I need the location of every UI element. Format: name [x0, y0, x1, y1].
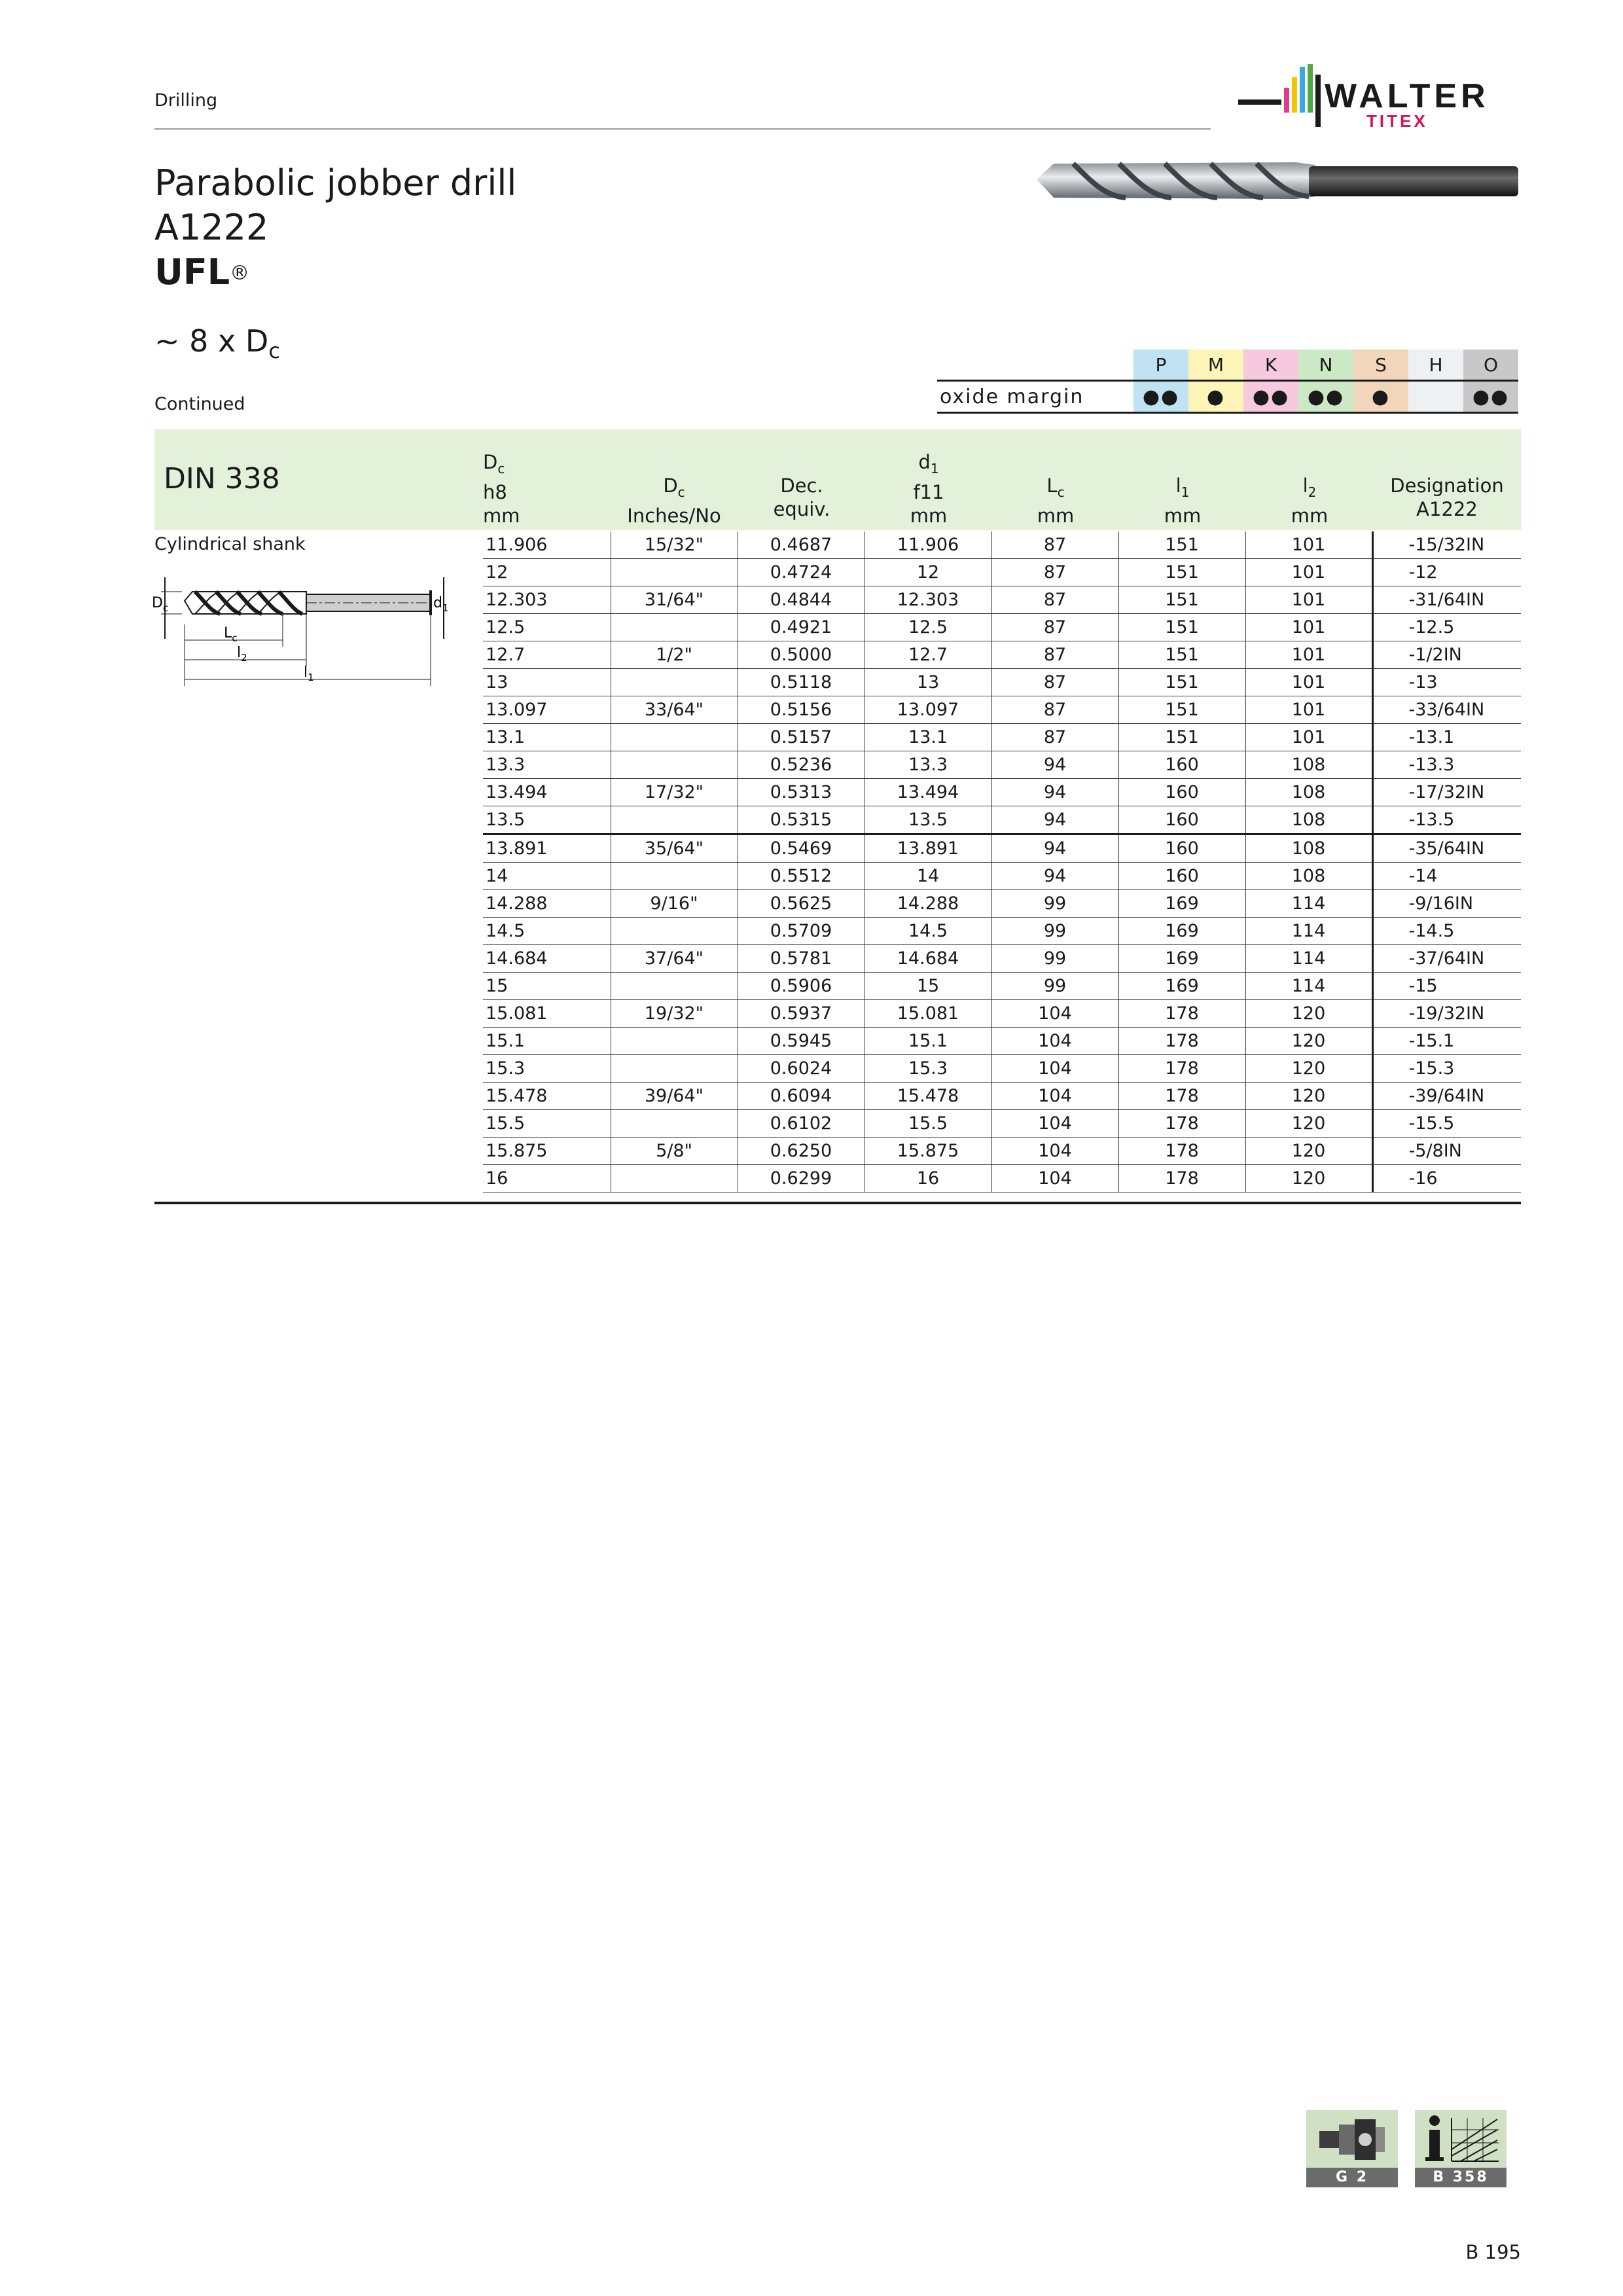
cell-dc-inches: 9/16": [611, 890, 738, 918]
cell-dec-equiv: 0.4724: [738, 559, 865, 586]
material-label-spacer: [937, 350, 1133, 381]
cell-l2-mm: 101: [1245, 586, 1372, 614]
cell-lc-mm: 87: [991, 724, 1118, 751]
header-d1-tolerance: f11: [913, 480, 944, 503]
table-row: [483, 669, 1521, 696]
cell-designation: -12.5: [1372, 614, 1521, 641]
header-designation-code: A1222: [1416, 498, 1478, 520]
cell-l1-mm: 169: [1118, 890, 1245, 918]
table-row: [483, 1110, 1521, 1138]
cell-lc-mm: 87: [991, 614, 1118, 641]
cell-dc-mm: 14.684: [483, 945, 611, 973]
cell-dc-mm: 13.097: [483, 696, 611, 724]
cell-dec-equiv: 0.5236: [738, 751, 865, 779]
oxide-margin-label: oxide margin: [937, 381, 1133, 413]
title-line-1: Parabolic jobber drill: [154, 162, 517, 204]
cell-d1-mm: 13.3: [865, 751, 991, 779]
cell-lc-mm: 99: [991, 945, 1118, 973]
cell-dc-inches: 31/64": [611, 586, 738, 614]
cell-lc-mm: 104: [991, 1110, 1118, 1138]
cell-dc-inches: 1/2": [611, 641, 738, 669]
cell-lc-mm: 94: [991, 834, 1118, 863]
material-group-m: M: [1188, 350, 1243, 381]
cell-dec-equiv: 0.5313: [738, 779, 865, 806]
cell-dec-equiv: 0.6094: [738, 1083, 865, 1110]
length-ratio: [154, 323, 280, 363]
cell-dc-mm: 14.288: [483, 890, 611, 918]
table-row: [483, 696, 1521, 724]
cell-l1-mm: 178: [1118, 1028, 1245, 1055]
cell-dc-inches: 5/8": [611, 1138, 738, 1165]
material-group-p: P: [1133, 350, 1188, 381]
cell-lc-mm: 87: [991, 531, 1118, 559]
cell-l2-mm: 120: [1245, 1083, 1372, 1110]
drill-dimension-diagram: [152, 568, 455, 699]
cell-l2-mm: 120: [1245, 1165, 1372, 1193]
ratio-subscript: c: [268, 338, 280, 364]
cell-d1-mm: 15.875: [865, 1138, 991, 1165]
cell-dc-inches: [611, 1055, 738, 1083]
cell-l1-mm: 178: [1118, 1138, 1245, 1165]
cell-l2-mm: 101: [1245, 641, 1372, 669]
cell-designation: -17/32IN: [1372, 779, 1521, 806]
page-number: B 195: [1465, 2241, 1521, 2263]
cell-dc-mm: 13.1: [483, 724, 611, 751]
cell-dc-inches: [611, 724, 738, 751]
diagram-l2-label: $l_2$: [237, 645, 247, 664]
header-l1-symbol: $l_1$: [1175, 475, 1190, 500]
diagram-d1-label: $d_1$: [433, 595, 449, 614]
header-l2-symbol: $l_2$: [1302, 475, 1317, 500]
header-dc-symbol: $D_c$: [483, 451, 505, 476]
cell-d1-mm: 12.303: [865, 586, 991, 614]
cell-lc-mm: 87: [991, 696, 1118, 724]
cell-lc-mm: 104: [991, 1138, 1118, 1165]
cell-designation: -15.5: [1372, 1110, 1521, 1138]
table-bottom-rule: [154, 1202, 1521, 1204]
table-row: [483, 1028, 1521, 1055]
cell-d1-mm: 13.5: [865, 806, 991, 834]
cell-lc-mm: 99: [991, 890, 1118, 918]
cell-dc-mm: 12.7: [483, 641, 611, 669]
technical-info-icon: [1415, 2110, 1507, 2169]
cell-dec-equiv: 0.5157: [738, 724, 865, 751]
header-dc-unit: mm: [483, 504, 520, 527]
cell-dc-inches: 33/64": [611, 696, 738, 724]
cell-d1-mm: 13: [865, 669, 991, 696]
cell-dec-equiv: 0.5781: [738, 945, 865, 973]
rating-o: ●●: [1463, 381, 1518, 413]
cell-dec-equiv: 0.6299: [738, 1165, 865, 1193]
cell-d1-mm: 13.1: [865, 724, 991, 751]
cell-l1-mm: 151: [1118, 669, 1245, 696]
table-row: [483, 614, 1521, 641]
header-inch-unit: Inches/No: [627, 504, 721, 527]
cell-l2-mm: 108: [1245, 806, 1372, 834]
title-brand: [154, 250, 516, 295]
cell-d1-mm: 15.5: [865, 1110, 991, 1138]
cell-l1-mm: 160: [1118, 779, 1245, 806]
brand-name: UFL: [154, 251, 230, 293]
cell-l2-mm: 101: [1245, 559, 1372, 586]
cell-l1-mm: 151: [1118, 696, 1245, 724]
rating-h: [1408, 381, 1463, 413]
cell-dc-mm: 13: [483, 669, 611, 696]
header-designation-label: Designation: [1390, 475, 1504, 497]
header-d1-symbol: $d_1$: [918, 451, 939, 476]
table-row: [483, 834, 1521, 863]
rating-n: ●●: [1298, 381, 1353, 413]
cell-dc-mm: 16: [483, 1165, 611, 1193]
cell-dc-inches: [611, 669, 738, 696]
table-row: [483, 973, 1521, 1000]
cell-dc-mm: 15.5: [483, 1110, 611, 1138]
table-row: [483, 1055, 1521, 1083]
cell-dc-mm: 12: [483, 559, 611, 586]
cell-l2-mm: 108: [1245, 834, 1372, 863]
cell-l1-mm: 169: [1118, 918, 1245, 945]
cell-dc-inches: 15/32": [611, 531, 738, 559]
cell-dec-equiv: 0.5000: [738, 641, 865, 669]
cell-designation: -15/32IN: [1372, 531, 1521, 559]
header-dec-equiv: [738, 450, 865, 521]
cell-l1-mm: 178: [1118, 1165, 1245, 1193]
cell-designation: -13.5: [1372, 806, 1521, 834]
cell-dec-equiv: 0.5118: [738, 669, 865, 696]
header-dc-mm: [483, 450, 601, 528]
cell-l2-mm: 114: [1245, 973, 1372, 1000]
header-dec-label: Dec.: [780, 475, 823, 497]
material-group-n: N: [1298, 350, 1353, 381]
cell-dc-inches: [611, 1110, 738, 1138]
cell-lc-mm: 94: [991, 751, 1118, 779]
header-lc: [992, 450, 1119, 528]
cell-designation: -35/64IN: [1372, 834, 1521, 863]
cell-l2-mm: 101: [1245, 669, 1372, 696]
logo-titex-text: TITEX: [1366, 111, 1428, 131]
table-row: [483, 863, 1521, 890]
cell-lc-mm: 104: [991, 1083, 1118, 1110]
cell-designation: -19/32IN: [1372, 1000, 1521, 1028]
cell-d1-mm: 16: [865, 1165, 991, 1193]
cell-d1-mm: 15.081: [865, 1000, 991, 1028]
cell-lc-mm: 94: [991, 863, 1118, 890]
walter-titex-logo: [1238, 62, 1521, 135]
cell-l2-mm: 120: [1245, 1000, 1372, 1028]
table-row: [483, 1165, 1521, 1193]
cell-lc-mm: 104: [991, 1000, 1118, 1028]
cell-d1-mm: 14.5: [865, 918, 991, 945]
cell-dc-mm: 14.5: [483, 918, 611, 945]
cell-d1-mm: 15.3: [865, 1055, 991, 1083]
table-row: [483, 751, 1521, 779]
cell-d1-mm: 12.7: [865, 641, 991, 669]
table-row: [483, 1000, 1521, 1028]
cell-lc-mm: 104: [991, 1055, 1118, 1083]
cell-dc-inches: [611, 559, 738, 586]
cell-dec-equiv: 0.5625: [738, 890, 865, 918]
cell-l2-mm: 108: [1245, 863, 1372, 890]
cell-designation: -1/2IN: [1372, 641, 1521, 669]
cell-lc-mm: 87: [991, 559, 1118, 586]
cell-designation: -15.1: [1372, 1028, 1521, 1055]
cell-d1-mm: 15.1: [865, 1028, 991, 1055]
material-groups-table: [937, 350, 1518, 414]
table-row: [483, 641, 1521, 669]
cell-dc-inches: [611, 973, 738, 1000]
cell-designation: -13: [1372, 669, 1521, 696]
header-l1-unit: mm: [1164, 504, 1202, 527]
cell-dc-mm: 12.5: [483, 614, 611, 641]
cell-designation: -37/64IN: [1372, 945, 1521, 973]
cell-designation: -5/8IN: [1372, 1138, 1521, 1165]
cell-dc-inches: 35/64": [611, 834, 738, 863]
rating-k: ●●: [1243, 381, 1298, 413]
ratio-text: ~ 8 x D: [154, 323, 269, 359]
drill-product-image: [1034, 157, 1521, 204]
header-lc-symbol: $L_c$: [1046, 475, 1065, 500]
cell-designation: -16: [1372, 1165, 1521, 1193]
rating-p: ●●: [1133, 381, 1188, 413]
cell-l1-mm: 151: [1118, 614, 1245, 641]
cell-dec-equiv: 0.5512: [738, 863, 865, 890]
cell-d1-mm: 12.5: [865, 614, 991, 641]
rating-m: ●: [1188, 381, 1243, 413]
header-l1: [1119, 450, 1246, 528]
tool-holder-icon: [1306, 2110, 1398, 2169]
registered-mark: ®: [230, 262, 250, 285]
cell-l2-mm: 114: [1245, 890, 1372, 918]
cell-dc-mm: 13.5: [483, 806, 611, 834]
header-l2: [1246, 450, 1373, 528]
table-row: [483, 779, 1521, 806]
cell-dc-mm: 12.303: [483, 586, 611, 614]
cell-dec-equiv: 0.5315: [738, 806, 865, 834]
oxide-margin-row: [937, 381, 1518, 413]
cell-l2-mm: 120: [1245, 1110, 1372, 1138]
table-row: [483, 1083, 1521, 1110]
cell-l1-mm: 160: [1118, 863, 1245, 890]
cell-dc-inches: [611, 918, 738, 945]
rating-s: ●: [1353, 381, 1408, 413]
header-dec-unit: equiv.: [773, 498, 830, 520]
header-lc-unit: mm: [1037, 504, 1075, 527]
cell-dc-inches: [611, 1165, 738, 1193]
header-dc-inches: [611, 450, 738, 528]
material-group-k: K: [1243, 350, 1298, 381]
cell-dc-mm: 15.1: [483, 1028, 611, 1055]
cell-designation: -15.3: [1372, 1055, 1521, 1083]
cell-dc-mm: 13.494: [483, 779, 611, 806]
tool-holder-reference[interactable]: [1306, 2110, 1398, 2169]
cell-dc-inches: 39/64": [611, 1083, 738, 1110]
cell-lc-mm: 104: [991, 1165, 1118, 1193]
cell-lc-mm: 87: [991, 669, 1118, 696]
cell-dec-equiv: 0.5469: [738, 834, 865, 863]
cell-dc-mm: 14: [483, 863, 611, 890]
table-row: [483, 945, 1521, 973]
cell-dc-inches: 19/32": [611, 1000, 738, 1028]
section-label: Drilling: [154, 90, 218, 111]
cell-d1-mm: 13.097: [865, 696, 991, 724]
cell-l2-mm: 108: [1245, 751, 1372, 779]
cell-dc-mm: 15.875: [483, 1138, 611, 1165]
cell-dec-equiv: 0.6250: [738, 1138, 865, 1165]
logo-walter-text: WALTER: [1325, 77, 1489, 115]
table-row: [483, 890, 1521, 918]
cell-dc-mm: 13.891: [483, 834, 611, 863]
cell-l1-mm: 160: [1118, 834, 1245, 863]
cell-dec-equiv: 0.6024: [738, 1055, 865, 1083]
dimensions-table: [483, 531, 1521, 1193]
tool-holder-reference-label: G 2: [1306, 2168, 1398, 2187]
cell-lc-mm: 104: [991, 1028, 1118, 1055]
cell-dc-mm: 11.906: [483, 531, 611, 559]
table-row: [483, 586, 1521, 614]
cell-l2-mm: 114: [1245, 918, 1372, 945]
cell-l1-mm: 169: [1118, 945, 1245, 973]
cell-l1-mm: 151: [1118, 531, 1245, 559]
cell-dc-inches: [611, 614, 738, 641]
cell-l2-mm: 120: [1245, 1028, 1372, 1055]
table-row: [483, 918, 1521, 945]
cell-dc-mm: 15.478: [483, 1083, 611, 1110]
cell-dec-equiv: 0.5937: [738, 1000, 865, 1028]
cell-d1-mm: 13.891: [865, 834, 991, 863]
table-row: [483, 559, 1521, 586]
technical-info-reference-label: B 358: [1415, 2168, 1507, 2187]
cell-d1-mm: 11.906: [865, 531, 991, 559]
cell-d1-mm: 14.684: [865, 945, 991, 973]
cell-designation: -15: [1372, 973, 1521, 1000]
header-divider: [154, 128, 1211, 130]
cell-dc-inches: [611, 863, 738, 890]
cell-l1-mm: 178: [1118, 1055, 1245, 1083]
cell-lc-mm: 94: [991, 779, 1118, 806]
cell-l2-mm: 101: [1245, 531, 1372, 559]
cell-lc-mm: 87: [991, 586, 1118, 614]
cell-dec-equiv: 0.6102: [738, 1110, 865, 1138]
header-d1-unit: mm: [910, 504, 948, 527]
header-l2-unit: mm: [1291, 504, 1329, 527]
table-row: [483, 724, 1521, 751]
cell-dec-equiv: 0.5945: [738, 1028, 865, 1055]
cell-dc-inches: [611, 806, 738, 834]
cell-l2-mm: 101: [1245, 614, 1372, 641]
cell-lc-mm: 94: [991, 806, 1118, 834]
cell-lc-mm: 87: [991, 641, 1118, 669]
material-group-h: H: [1408, 350, 1463, 381]
cell-l1-mm: 151: [1118, 641, 1245, 669]
cell-l1-mm: 178: [1118, 1110, 1245, 1138]
cell-l1-mm: 169: [1118, 973, 1245, 1000]
cell-dc-inches: 17/32": [611, 779, 738, 806]
material-group-header-row: [937, 350, 1518, 381]
cell-l1-mm: 151: [1118, 724, 1245, 751]
continued-label: Continued: [154, 394, 245, 414]
header-inch-symbol: $D_c$: [663, 475, 685, 500]
cell-dc-inches: [611, 751, 738, 779]
diagram-lc-label: $L_c$: [224, 625, 238, 644]
cell-l2-mm: 101: [1245, 724, 1372, 751]
cell-l1-mm: 178: [1118, 1083, 1245, 1110]
cell-l1-mm: 151: [1118, 559, 1245, 586]
cell-designation: -14: [1372, 863, 1521, 890]
din-standard-label: DIN 338: [164, 462, 280, 495]
header-designation: [1373, 450, 1521, 521]
cell-designation: -13.1: [1372, 724, 1521, 751]
cell-dc-mm: 13.3: [483, 751, 611, 779]
diagram-l1-label: $l_1$: [304, 664, 314, 683]
cell-l1-mm: 160: [1118, 806, 1245, 834]
cell-designation: -39/64IN: [1372, 1083, 1521, 1110]
cell-dec-equiv: 0.5709: [738, 918, 865, 945]
cell-l2-mm: 120: [1245, 1055, 1372, 1083]
cell-dec-equiv: 0.5156: [738, 696, 865, 724]
cell-d1-mm: 14.288: [865, 890, 991, 918]
cell-l1-mm: 178: [1118, 1000, 1245, 1028]
material-group-s: S: [1353, 350, 1408, 381]
product-title: [154, 161, 516, 295]
header-dc-tolerance: h8: [483, 480, 507, 503]
table-row: [483, 806, 1521, 834]
cell-designation: -14.5: [1372, 918, 1521, 945]
material-group-o: O: [1463, 350, 1518, 381]
cell-l2-mm: 114: [1245, 945, 1372, 973]
cell-l1-mm: 160: [1118, 751, 1245, 779]
cell-d1-mm: 14: [865, 863, 991, 890]
cell-lc-mm: 99: [991, 918, 1118, 945]
cell-d1-mm: 13.494: [865, 779, 991, 806]
cell-l2-mm: 120: [1245, 1138, 1372, 1165]
cell-designation: -33/64IN: [1372, 696, 1521, 724]
table-row: [483, 1138, 1521, 1165]
technical-info-reference[interactable]: [1415, 2110, 1507, 2169]
cell-designation: -13.3: [1372, 751, 1521, 779]
cell-dc-mm: 15.3: [483, 1055, 611, 1083]
cell-dc-mm: 15: [483, 973, 611, 1000]
shank-type-label: Cylindrical shank: [154, 534, 306, 554]
cell-designation: -12: [1372, 559, 1521, 586]
header-d1: [865, 450, 992, 528]
table-row: [483, 531, 1521, 559]
title-line-2: A1222: [154, 207, 269, 248]
cell-dec-equiv: 0.4687: [738, 531, 865, 559]
cell-lc-mm: 99: [991, 973, 1118, 1000]
cell-l2-mm: 101: [1245, 696, 1372, 724]
cell-d1-mm: 12: [865, 559, 991, 586]
cell-dec-equiv: 0.4921: [738, 614, 865, 641]
cell-l2-mm: 108: [1245, 779, 1372, 806]
cell-designation: -9/16IN: [1372, 890, 1521, 918]
cell-designation: -31/64IN: [1372, 586, 1521, 614]
cell-d1-mm: 15: [865, 973, 991, 1000]
cell-dec-equiv: 0.4844: [738, 586, 865, 614]
cell-d1-mm: 15.478: [865, 1083, 991, 1110]
cell-dec-equiv: 0.5906: [738, 973, 865, 1000]
cell-l1-mm: 151: [1118, 586, 1245, 614]
cell-dc-inches: 37/64": [611, 945, 738, 973]
cell-dc-inches: [611, 1028, 738, 1055]
cell-dc-mm: 15.081: [483, 1000, 611, 1028]
diagram-dc-label: $D_c$: [152, 595, 169, 614]
